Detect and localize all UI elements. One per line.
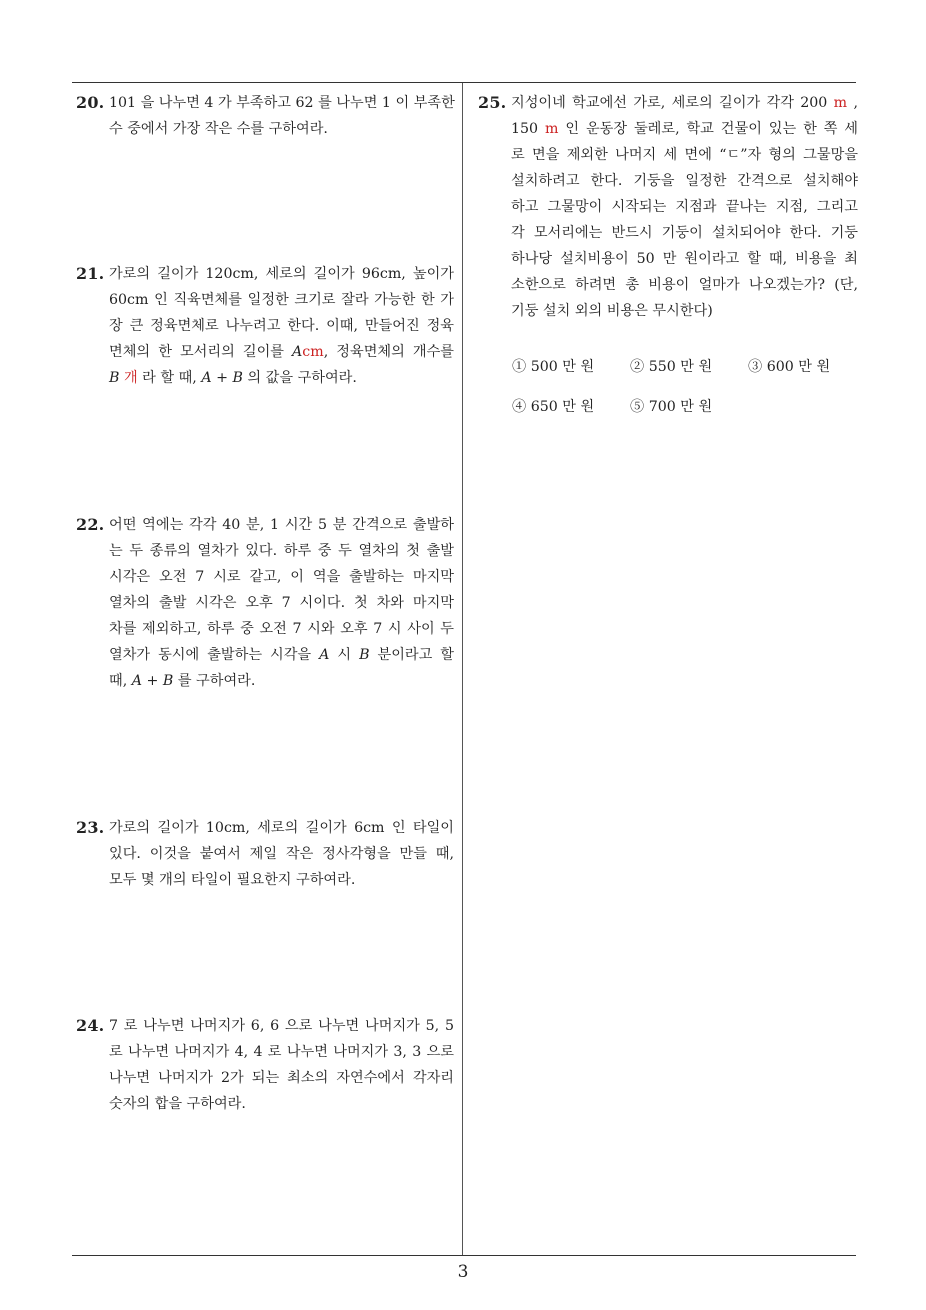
problem-text-line: 가로의 길이가 120cm, 세로의 길이가 96cm, 높이가 xyxy=(109,266,454,282)
problem-text-line: 차를 제외하고, 하루 중 오전 7 시와 오후 7 시 사이 두 xyxy=(109,621,454,637)
choice-3[interactable]: ③ 600 만 원 xyxy=(748,359,831,375)
problem-24 xyxy=(76,1013,454,1117)
problem-number: 25. xyxy=(478,93,507,112)
choice-5[interactable]: ⑤ 700 만 원 xyxy=(630,399,713,415)
problem-text-line: 7 로 나누면 나머지가 6, 6 으로 나누면 나머지가 5, 5 xyxy=(109,1018,454,1034)
problem-22 xyxy=(76,512,454,694)
unit-m: m xyxy=(827,95,848,111)
problem-number: 22. xyxy=(76,515,105,534)
problem-20 xyxy=(76,90,454,142)
problem-text-line: 소한으로 하려면 총 비용이 얼마가 나오겠는가? (단, xyxy=(511,277,858,293)
problem-23 xyxy=(76,815,454,893)
problem-text-line: 있다. 이것을 붙여서 제일 작은 정사각형을 만들 때, xyxy=(109,846,454,862)
problem-text-line: 어떤 역에는 각각 40 분, 1 시간 5 분 간격으로 출발하 xyxy=(109,517,454,533)
problem-text-line: 가로의 길이가 10cm, 세로의 길이가 6cm 인 타일이 xyxy=(109,820,454,836)
top-rule xyxy=(72,82,856,83)
unit-count: 개 xyxy=(119,370,138,386)
problem-text-line: 모두 몇 개의 타일이 필요한지 구하여라. xyxy=(109,872,356,888)
expression: A + B xyxy=(201,370,243,386)
problem-text-line: 101 을 나누면 4 가 부족하고 62 를 나누면 1 이 부족한 xyxy=(109,95,455,111)
problem-text-line: 로 나누면 나머지가 4, 4 로 나누면 나머지가 3, 3 으로 xyxy=(109,1044,454,1060)
problem-text-line: 열차의 출발 시각은 오후 7 시이다. 첫 차와 마지막 xyxy=(109,595,454,611)
expression: A + B xyxy=(131,673,174,689)
problem-number: 24. xyxy=(76,1016,105,1035)
problem-number: 20. xyxy=(76,93,105,112)
problem-text-line: B 개 라 할 때, A + B 의 값을 구하여라. xyxy=(109,370,357,386)
problem-text-line: 하고 그물망이 시작되는 지점과 끝나는 지점, 그리고 xyxy=(511,199,858,215)
choice-4[interactable]: ④ 650 만 원 xyxy=(512,399,595,415)
problem-text-line: 60cm 인 직육면체를 일정한 크기로 잘라 가능한 한 가 xyxy=(109,292,454,308)
problem-text-line: 지성이네 학교에선 가로, 세로의 길이가 각각 200 m , xyxy=(511,95,858,111)
problem-text-line: 수 중에서 가장 작은 수를 구하여라. xyxy=(109,121,328,137)
page-number: 3 xyxy=(457,1262,469,1282)
problem-text-line: 시각은 오전 7 시로 같고, 이 역을 출발하는 마지막 xyxy=(109,569,454,585)
problem-text-line: 는 두 종류의 열차가 있다. 하루 중 두 열차의 첫 출발 xyxy=(109,543,454,559)
variable-a: A xyxy=(292,344,303,360)
problem-text-line: 설치하려고 한다. 기둥을 일정한 간격으로 설치해야 xyxy=(511,173,858,189)
choice-row xyxy=(512,387,866,427)
problem-text-line: 로 면을 제외한 나머지 세 면에 “ㄷ”자 형의 그물망을 xyxy=(511,147,858,163)
choice-1[interactable]: ① 500 만 원 xyxy=(512,359,595,375)
problem-text-line: 장 큰 정육면체로 나누려고 한다. 이때, 만들어진 정육 xyxy=(109,318,454,334)
choice-2[interactable]: ② 550 만 원 xyxy=(630,359,713,375)
variable-b: B xyxy=(109,370,120,386)
problem-text-line: 면체의 한 모서리의 길이를 Acm, 정육면체의 개수를 xyxy=(109,344,454,360)
variable-a: A xyxy=(319,647,330,663)
problem-number: 21. xyxy=(76,264,105,283)
problem-text-line: 숫자의 합을 구하여라. xyxy=(109,1096,246,1112)
problem-text-line: 나누면 나머지가 2가 되는 최소의 자연수에서 각자리 xyxy=(109,1070,454,1086)
problem-text-line: 기둥 설치 외의 비용은 무시한다) xyxy=(511,303,713,319)
problem-text-line: 각 모서리에는 반드시 기둥이 설치되어야 한다. 기둥 xyxy=(511,225,858,241)
choice-row xyxy=(512,347,866,387)
problem-21 xyxy=(76,261,454,391)
problem-text-line: 하나당 설치비용이 50 만 원이라고 할 때, 비용을 최 xyxy=(511,251,858,267)
problem-25 xyxy=(478,90,858,324)
problem-text-line: 150 m 인 운동장 둘레로, 학교 건물이 있는 한 쪽 세 xyxy=(511,121,858,137)
problem-number: 23. xyxy=(76,818,105,837)
unit-m: m xyxy=(538,121,559,137)
column-divider xyxy=(462,83,463,1255)
unit-cm: cm xyxy=(302,344,324,360)
variable-b: B xyxy=(359,647,370,663)
answer-choices xyxy=(512,347,866,427)
problem-text-line: 열차가 동시에 출발하는 시각을 A 시 B 분이라고 할 xyxy=(109,647,454,663)
bottom-rule xyxy=(72,1255,856,1256)
problem-text-line: 때, A + B 를 구하여라. xyxy=(109,673,256,689)
